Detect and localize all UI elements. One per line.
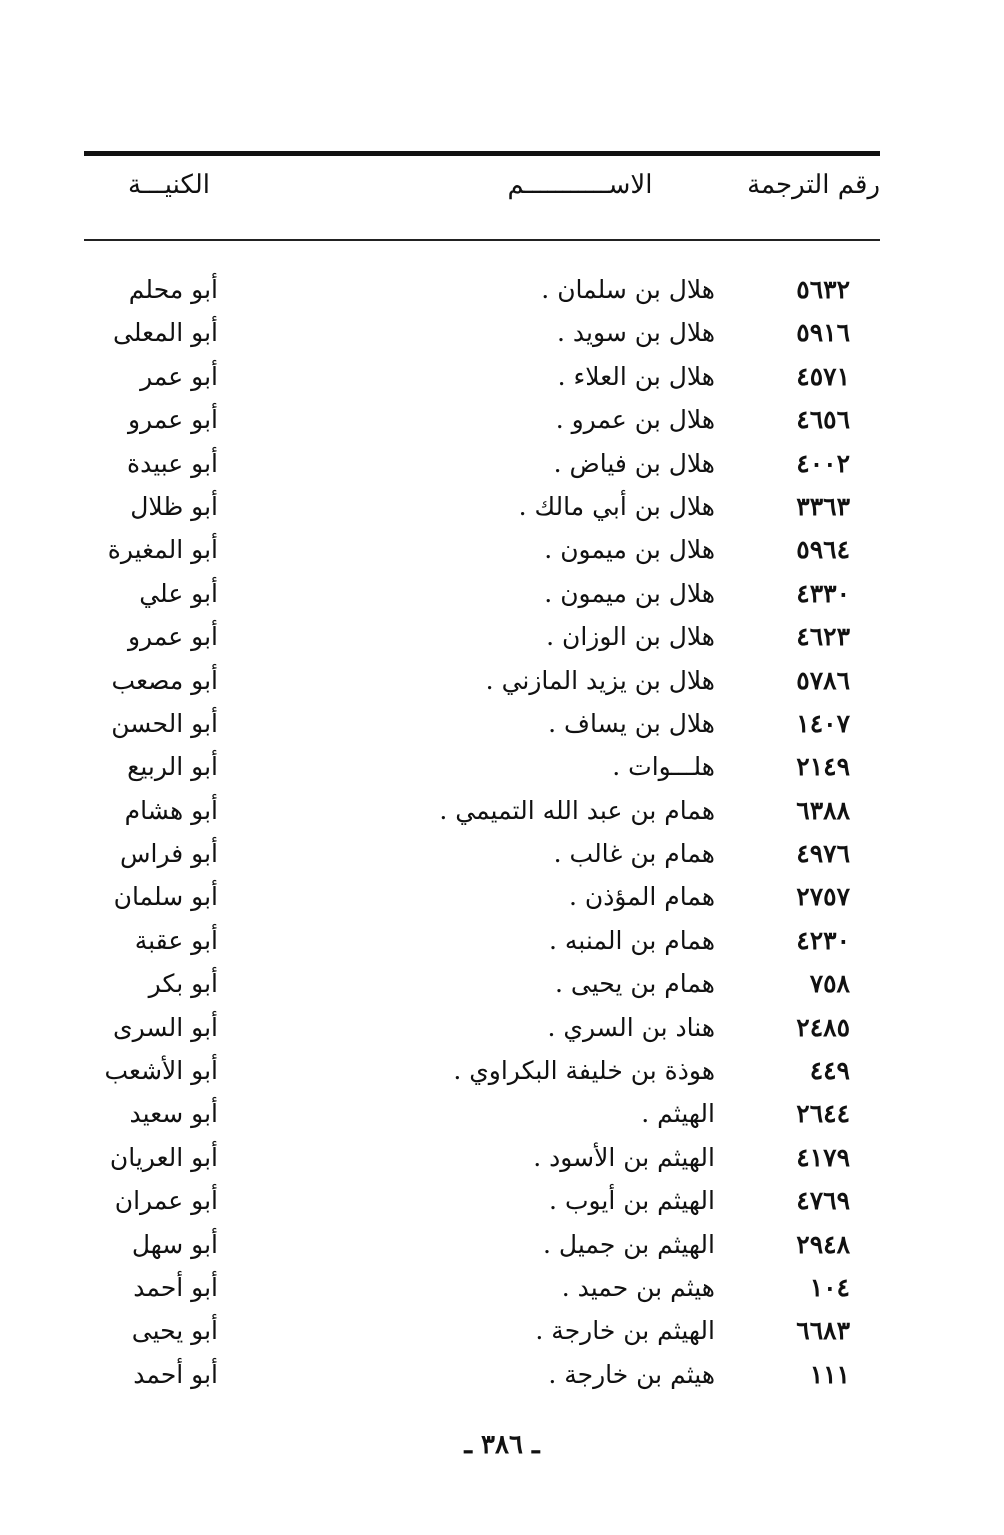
person-kunya: أبو ظلال: [130, 491, 218, 521]
person-kunya: أبو سهل: [131, 1229, 218, 1259]
header-rule: [84, 239, 880, 241]
person-name: هلال بن سلمان .: [541, 275, 715, 304]
person-kunya: أبو المغيرة: [107, 535, 218, 565]
person-kunya: أبو يحيى: [131, 1316, 218, 1346]
translation-number: ١٤٠٧: [796, 708, 850, 738]
table-row: [84, 1006, 880, 1049]
person-name: هلال بن ميمون .: [544, 535, 715, 565]
person-kunya: أبو العريان: [109, 1142, 218, 1172]
translation-number: ٥٩١٦: [796, 318, 850, 348]
person-name: هيثم بن حميد .: [561, 1272, 715, 1302]
table-row: [84, 919, 880, 962]
person-kunya: أبو السرى: [113, 1012, 218, 1042]
person-kunya: أبو علي: [139, 578, 218, 608]
translation-number: ٤٦٢٣: [796, 622, 850, 652]
translation-number: ٤٢٣٠: [796, 925, 850, 955]
table-row: [84, 311, 880, 354]
translation-number: ٢٩٤٨: [796, 1229, 850, 1259]
table-row: [84, 615, 880, 658]
translation-number: ٤١٧٩: [796, 1142, 850, 1172]
translation-number: ٤٤٩: [809, 1056, 850, 1086]
person-kunya: أبو الأشعب: [104, 1056, 218, 1086]
top-rule: [84, 151, 880, 156]
table-row: [84, 1179, 880, 1222]
person-name: الهيثم بن الأسود .: [533, 1142, 715, 1172]
translation-number: ١٠٤: [809, 1272, 850, 1302]
person-name: همام بن يحيى .: [555, 969, 715, 999]
table-row: [84, 1223, 880, 1266]
translation-number: ٤٣٣٠: [796, 578, 850, 608]
person-kunya: أبو مصعب: [111, 665, 218, 695]
translation-number: ٤٠٠٢: [796, 448, 850, 478]
table-row: [84, 1049, 880, 1092]
table-row: [84, 572, 880, 615]
translation-number: ٢٦٤٤: [796, 1099, 850, 1129]
person-kunya: أبو أحمد: [133, 1272, 218, 1302]
person-kunya: أبو الربيع: [127, 752, 218, 782]
table-row: [84, 1353, 880, 1396]
table-row: [84, 702, 880, 745]
person-name: همام بن عبد الله التميمي .: [439, 795, 715, 825]
person-name: هناد بن السري .: [547, 1012, 715, 1042]
person-kunya: أبو عمرو: [127, 405, 218, 435]
translation-number: ٥٧٨٦: [796, 665, 850, 695]
table-row: [84, 789, 880, 832]
person-name: هيثم بن خارجة .: [548, 1359, 715, 1389]
translation-number: ٢١٤٩: [796, 752, 850, 782]
table-row: [84, 962, 880, 1005]
page-number: ـ ٣٨٦ ـ: [464, 1430, 540, 1460]
table-row: [84, 355, 880, 398]
person-name: هلال بن العلاء .: [557, 361, 715, 391]
person-name: همام المؤذن .: [569, 882, 715, 912]
table-row: [84, 268, 880, 311]
table-row: [84, 398, 880, 441]
translation-number: ٥٦٣٢: [796, 275, 850, 304]
person-name: همام بن المنبه .: [548, 925, 715, 955]
translation-number: ٧٥٨: [809, 969, 850, 999]
table-header: [84, 170, 880, 220]
header-translation-number: رقم الترجمة: [747, 170, 880, 200]
person-kunya: أبو عمر: [140, 361, 218, 391]
translation-number: ٤٩٧٦: [796, 839, 850, 869]
table-body: [84, 268, 880, 1396]
translation-number: ٦٣٨٨: [796, 795, 850, 825]
table-row: [84, 659, 880, 702]
person-name: هلال بن سويد .: [557, 318, 715, 348]
person-name: الهيثم بن جميل .: [543, 1229, 715, 1259]
translation-number: ٤٦٥٦: [796, 405, 850, 435]
table-row: [84, 485, 880, 528]
person-kunya: أبو عقبة: [134, 925, 218, 955]
translation-number: ٣٣٦٣: [796, 491, 850, 521]
person-name: هلـــوات .: [612, 752, 715, 782]
person-name: الهيثم بن خارجة .: [535, 1316, 715, 1346]
person-kunya: أبو أحمد: [133, 1359, 218, 1389]
table-row: [84, 745, 880, 788]
person-name: هلال بن عمرو .: [555, 405, 715, 435]
person-kunya: أبو المعلى: [113, 318, 218, 348]
person-name: الهيثم .: [641, 1099, 715, 1129]
person-kunya: أبو عمرو: [127, 622, 218, 652]
table-row: [84, 528, 880, 571]
translation-number: ٤٧٦٩: [796, 1186, 850, 1216]
translation-number: ٦٦٨٣: [796, 1316, 850, 1346]
person-name: هلال بن يزيد المازني .: [485, 665, 715, 695]
header-name: الاســـــــــــم: [507, 170, 653, 200]
table-row: [84, 875, 880, 918]
person-name: هلال بن ميمون .: [544, 578, 715, 608]
person-kunya: أبو فراس: [120, 839, 218, 869]
table-row: [84, 1266, 880, 1309]
person-name: هلال بن الوزان .: [546, 622, 715, 652]
person-name: هلال بن أبي مالك .: [518, 491, 715, 521]
table-row: [84, 1136, 880, 1179]
person-kunya: أبو هشام: [124, 795, 218, 825]
table-row: [84, 1092, 880, 1135]
person-name: هلال بن يساف .: [548, 708, 715, 738]
table-row: [84, 832, 880, 875]
person-kunya: أبو الحسن: [111, 708, 218, 738]
person-kunya: أبو سعيد: [129, 1099, 218, 1129]
header-kunya: الكنيـــة: [128, 170, 210, 200]
translation-number: ٢٤٨٥: [796, 1012, 850, 1042]
person-name: هوذة بن خليفة البكراوي .: [453, 1056, 715, 1086]
translation-number: ٥٩٦٤: [796, 535, 850, 565]
person-kunya: أبو عبيدة: [127, 448, 218, 478]
person-name: هلال بن فياض .: [553, 448, 715, 478]
translation-number: ٢٧٥٧: [796, 882, 850, 912]
translation-number: ١١١: [809, 1359, 850, 1389]
person-kunya: أبو عمران: [114, 1186, 218, 1216]
person-kunya: أبو محلم: [128, 275, 218, 304]
person-kunya: أبو سلمان: [113, 882, 218, 912]
person-kunya: أبو بكر: [148, 969, 218, 999]
table-row: [84, 1309, 880, 1352]
person-name: الهيثم بن أيوب .: [549, 1186, 715, 1216]
translation-number: ٤٥٧١: [796, 361, 850, 391]
table-row: [84, 442, 880, 485]
person-name: همام بن غالب .: [553, 839, 715, 869]
